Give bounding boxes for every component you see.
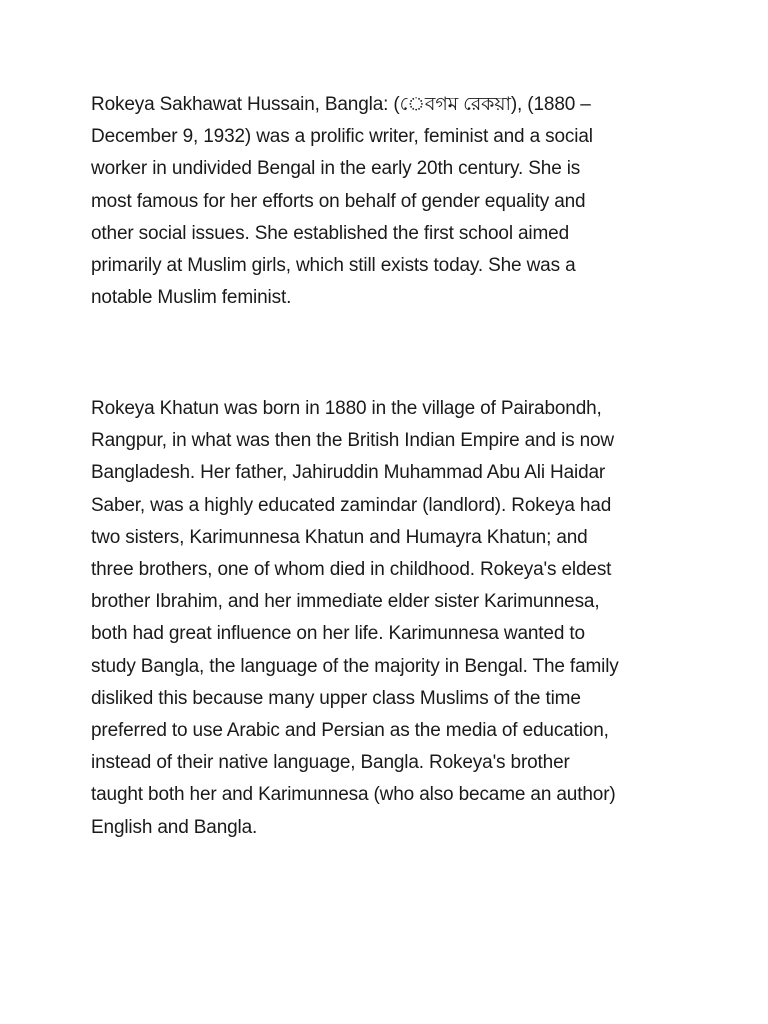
- text-line: Bangladesh. Her father, Jahiruddin Muhammad Abu Ali Haidar: [91, 462, 606, 484]
- text-line: preferred to use Arabic and Persian as the media of education,: [91, 720, 609, 742]
- text-line: Rangpur, in what was then the British Indian Empire and is now: [91, 430, 614, 452]
- text-line: Saber, was a highly educated zamindar (landlord). Rokeya had: [91, 494, 612, 516]
- text-line: two sisters, Karimunnesa Khatun and Humayra Khatun; and: [91, 526, 588, 548]
- text-line: taught both her and Karimunnesa (who also became an author): [91, 784, 616, 806]
- text-line: English and Bangla.: [91, 816, 258, 838]
- text-line: other social issues. She established the first school aimed: [91, 222, 570, 244]
- text-line: most famous for her efforts on behalf of gender equality and: [91, 190, 586, 212]
- text-line: instead of their native language, Bangla. Rokeya's brother: [91, 752, 570, 774]
- text-line: both had great influence on her life. Karimunnesa wanted to: [91, 623, 585, 645]
- text-line: three brothers, one of whom died in childhood. Rokeya's eldest: [91, 559, 612, 581]
- text-line: Rokeya Khatun was born in 1880 in the village of Pairabondh,: [91, 398, 602, 419]
- text-line: brother Ibrahim, and her immediate elder sister Karimunnesa,: [91, 591, 600, 613]
- text-line: Rokeya Sakhawat Hussain, Bangla: (েবগম রেকয়া), (1880 –: [91, 94, 591, 115]
- text-line: primarily at Muslim girls, which still exists today. She was a: [91, 255, 576, 277]
- text-line: December 9, 1932) was a prolific writer, feminist and a social: [91, 126, 593, 148]
- text-line: worker in undivided Bengal in the early 20th century. She is: [91, 158, 581, 180]
- text-line: disliked this because many upper class Muslims of the time: [91, 687, 581, 709]
- paragraph-early-life: [91, 393, 691, 844]
- text-line: study Bangla, the language of the majority in Bengal. The family: [91, 655, 619, 677]
- paragraph-introduction: [91, 89, 691, 314]
- text-line: notable Muslim feminist.: [91, 287, 292, 309]
